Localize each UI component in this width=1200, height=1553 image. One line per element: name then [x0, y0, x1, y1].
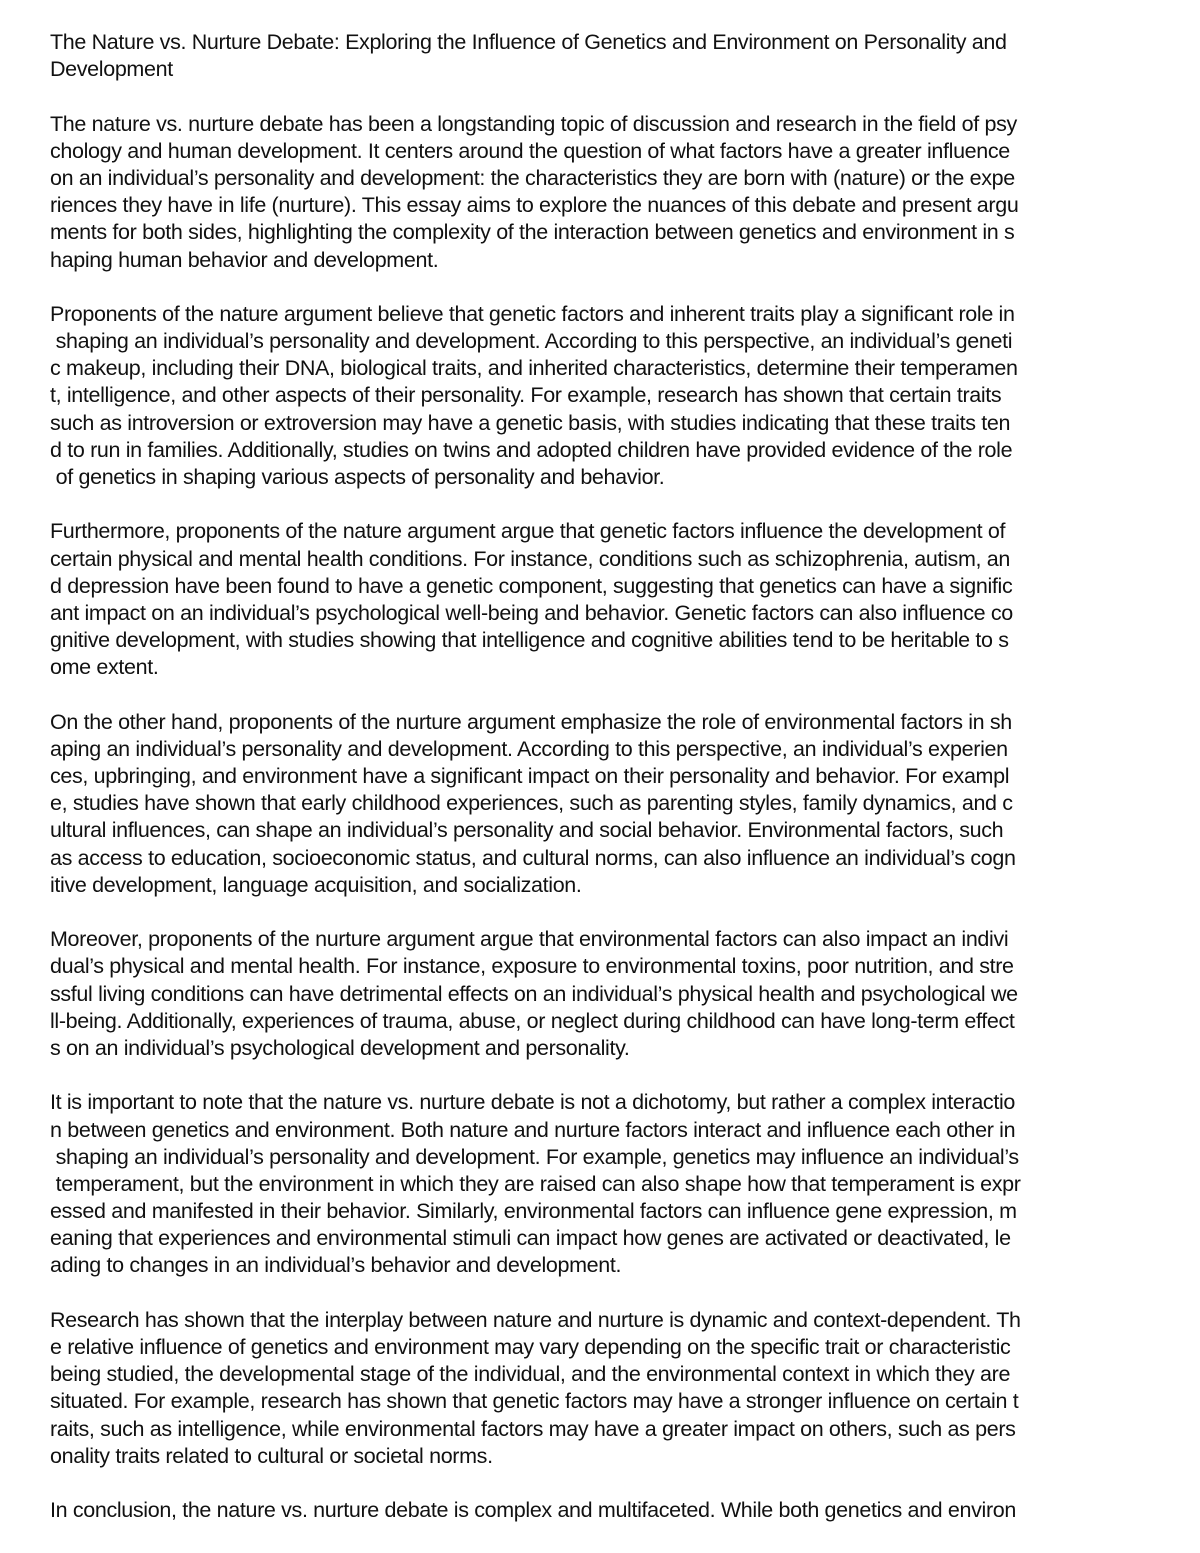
- paragraph-line: d depression have been found to have a genetic component, suggesting that genetics can have a signific: [50, 573, 1013, 598]
- paragraph-line: n between genetics and environment. Both nature and nurture factors interact and influence each other in: [50, 1117, 1016, 1142]
- paragraph: [50, 1089, 1160, 1279]
- document-body: [50, 111, 1160, 1525]
- document-page: [50, 29, 1160, 1552]
- paragraph-line: Moreover, proponents of the nurture argument argue that environmental factors can also impact an indivi: [50, 927, 1009, 952]
- paragraph-line: It is important to note that the nature vs. nurture debate is not a dichotomy, but rather a complex interactio: [50, 1090, 1015, 1115]
- paragraph: [50, 301, 1160, 491]
- paragraph: [50, 709, 1160, 899]
- paragraph-line: ome extent.: [50, 655, 159, 680]
- paragraph-line: on an individual’s personality and development: the characteristics they are born with (nature) or the expe: [50, 165, 1015, 190]
- paragraph-line: t, intelligence, and other aspects of their personality. For example, research has shown that certain traits: [50, 383, 1002, 408]
- paragraph-line: In conclusion, the nature vs. nurture debate is complex and multifaceted. While both genetics and environ: [50, 1498, 1016, 1523]
- paragraph: [50, 1497, 1160, 1524]
- paragraph-line: On the other hand, proponents of the nurture argument emphasize the role of environmental factors in sh: [50, 709, 1012, 734]
- title-line: Development: [50, 57, 173, 82]
- paragraph-line: temperament, but the environment in which they are raised can also shape how that temperament is expr: [50, 1171, 1021, 1196]
- paragraph-line: ading to changes in an individual’s behavior and development.: [50, 1253, 622, 1278]
- paragraph-line: ments for both sides, highlighting the complexity of the interaction between genetics and environment in s: [50, 220, 1015, 245]
- paragraph-line: Research has shown that the interplay between nature and nurture is dynamic and context-dependent. Th: [50, 1307, 1021, 1332]
- paragraph: [50, 111, 1160, 274]
- paragraph-line: gnitive development, with studies showing that intelligence and cognitive abilities tend to be heritable to s: [50, 628, 1009, 653]
- paragraph-line: shaping an individual’s personality and development. For example, genetics may influence an individual’s: [50, 1144, 1019, 1169]
- paragraph-line: dual’s physical and mental health. For instance, exposure to environmental toxins, poor nutrition, and stre: [50, 954, 1014, 979]
- title-line: The Nature vs. Nurture Debate: Exploring the Influence of Genetics and Environment on Personality and: [50, 30, 1007, 54]
- paragraph-line: being studied, the developmental stage of the individual, and the environmental context in which they are: [50, 1362, 1011, 1387]
- paragraph-line: itive development, language acquisition, and socialization.: [50, 872, 582, 897]
- paragraph-line: s on an individual’s psychological development and personality.: [50, 1035, 630, 1060]
- paragraph-line: as access to education, socioeconomic status, and cultural norms, can also influence an individual’s cogn: [50, 845, 1016, 870]
- paragraph-line: chology and human development. It centers around the question of what factors have a greater influence: [50, 138, 1010, 163]
- paragraph-line: ssful living conditions can have detrimental effects on an individual’s physical health and psychological we: [50, 981, 1018, 1006]
- paragraph-line: eaning that experiences and environmental stimuli can impact how genes are activated or deactivated, le: [50, 1226, 1011, 1251]
- paragraph-line: ll-being. Additionally, experiences of trauma, abuse, or neglect during childhood can have long-term effect: [50, 1008, 1015, 1033]
- paragraph: [50, 926, 1160, 1062]
- paragraph-line: raits, such as intelligence, while environmental factors may have a greater impact on others, such as pers: [50, 1416, 1016, 1441]
- paragraph-line: shaping an individual’s personality and development. According to this perspective, an individual’s geneti: [50, 329, 1013, 354]
- paragraph: [50, 518, 1160, 681]
- paragraph-line: certain physical and mental health conditions. For instance, conditions such as schizophrenia, autism, an: [50, 546, 1010, 571]
- paragraph-line: riences they have in life (nurture). This essay aims to explore the nuances of this debate and present argu: [50, 193, 1019, 218]
- paragraph-line: c makeup, including their DNA, biological traits, and inherited characteristics, determine their temperamen: [50, 356, 1018, 381]
- paragraph-line: The nature vs. nurture debate has been a longstanding topic of discussion and research in the field of psy: [50, 111, 1017, 136]
- paragraph-line: ultural influences, can shape an individual’s personality and social behavior. Environmental factors, such: [50, 818, 1004, 843]
- paragraph-line: onality traits related to cultural or societal norms.: [50, 1443, 493, 1468]
- paragraph-line: such as introversion or extroversion may have a genetic basis, with studies indicating that these traits ten: [50, 410, 1011, 435]
- paragraph-line: e, studies have shown that early childhood experiences, such as parenting styles, family dynamics, and c: [50, 791, 1013, 816]
- paragraph-line: Proponents of the nature argument believe that genetic factors and inherent traits play a significant role in: [50, 301, 1015, 326]
- paragraph-line: ant impact on an individual’s psychological well-being and behavior. Genetic factors can also influence co: [50, 600, 1013, 625]
- paragraph-line: of genetics in shaping various aspects of personality and behavior.: [50, 465, 665, 489]
- paragraph-line: haping human behavior and development.: [50, 247, 439, 272]
- paragraph-line: aping an individual’s personality and development. According to this perspective, an individual’s experien: [50, 736, 1008, 761]
- paragraph: [50, 1307, 1160, 1470]
- paragraph-line: Furthermore, proponents of the nature argument argue that genetic factors influence the development of: [50, 519, 1006, 544]
- paragraph-line: e relative influence of genetics and environment may vary depending on the specific trait or characteristic: [50, 1335, 1011, 1359]
- paragraph-line: d to run in families. Additionally, studies on twins and adopted children have provided evidence of the role: [50, 437, 1013, 462]
- paragraph-line: ces, upbringing, and environment have a significant impact on their personality and behavior. For exampl: [50, 764, 1010, 789]
- document-title: [50, 29, 1160, 83]
- paragraph-line: essed and manifested in their behavior. Similarly, environmental factors can influence gene expression, m: [50, 1199, 1017, 1224]
- paragraph-line: situated. For example, research has shown that genetic factors may have a stronger influence on certain t: [50, 1389, 1019, 1414]
